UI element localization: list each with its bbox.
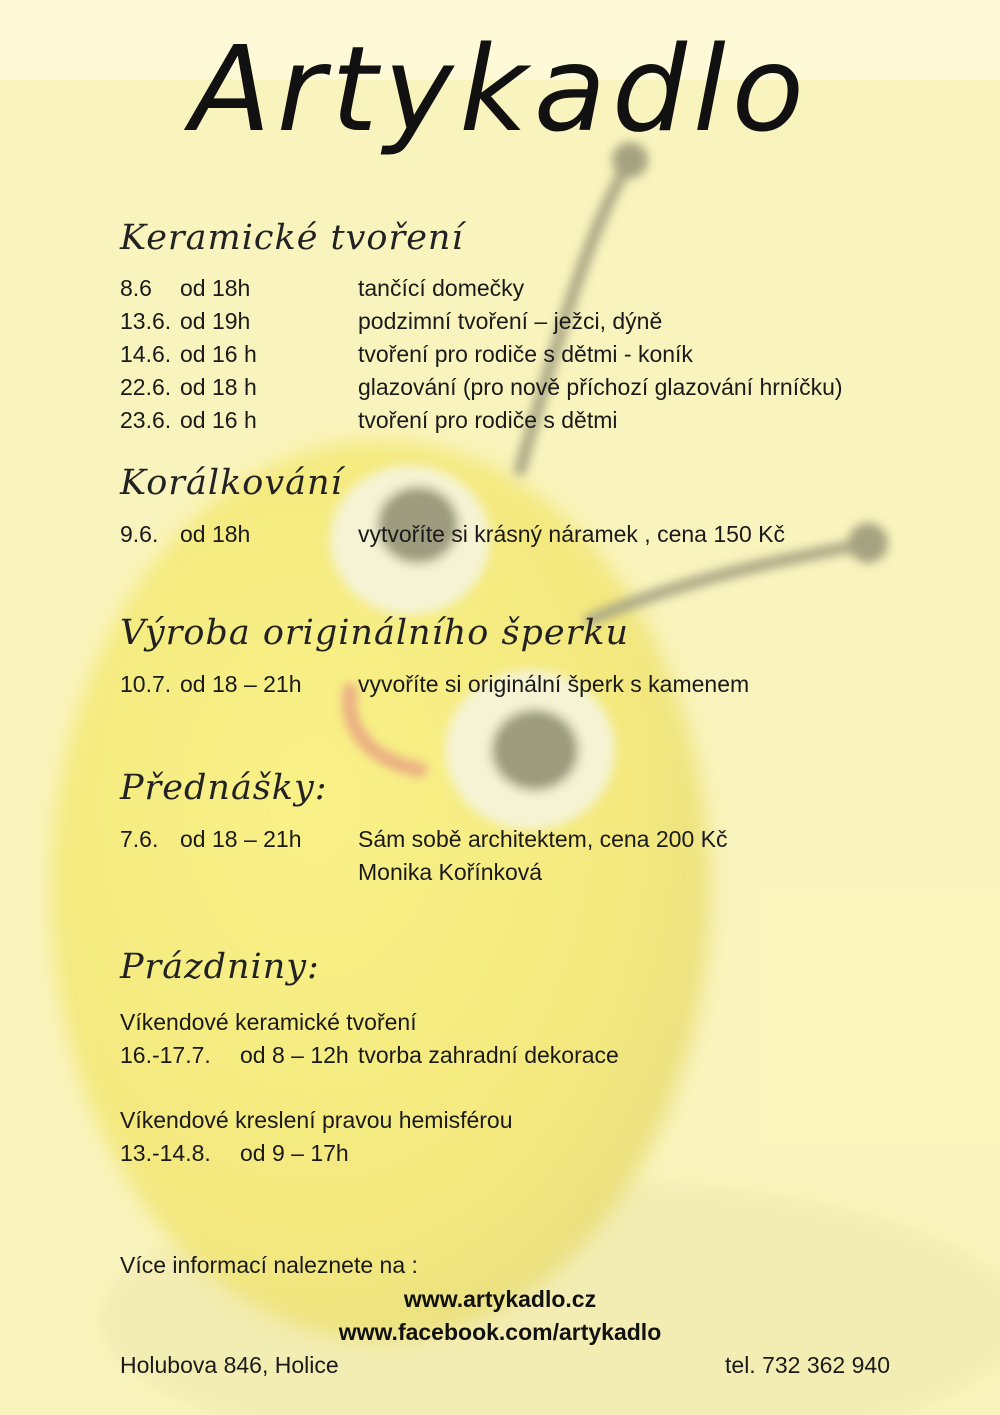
address: Holubova 846, Holice	[120, 1352, 339, 1378]
event-description: tančící domečky	[358, 275, 525, 301]
event-time: od 19h	[180, 308, 251, 334]
website-link[interactable]: www.artykadlo.cz	[403, 1286, 597, 1312]
event-time: od 8 – 12h	[240, 1042, 349, 1068]
footer	[120, 1349, 890, 1382]
facebook-link[interactable]: www.facebook.com/artykadlo	[338, 1319, 662, 1345]
event-date: 10.7.	[120, 671, 172, 697]
event-date: 14.6.	[120, 341, 172, 367]
phone-number: tel. 732 362 940	[725, 1352, 890, 1378]
event-date: 22.6.	[120, 374, 172, 400]
event-description: Sám sobě architektem, cena 200 Kč	[358, 826, 728, 852]
holiday-block-label: Víkendové keramické tvoření	[120, 1009, 417, 1035]
poster-title: Artykadlo	[190, 20, 810, 158]
event-description: glazování (pro nově příchozí glazování hrníčku)	[358, 374, 843, 400]
event-time: od 9 – 17h	[240, 1140, 349, 1166]
event-description: vytvoříte si krásný náramek , cena 150 Kč	[358, 521, 785, 547]
heading-keramicke-tvoreni: Keramické tvoření	[120, 218, 464, 258]
event-time: od 18 – 21h	[180, 671, 302, 697]
heading-prazdniny: Prázdniny:	[120, 947, 320, 987]
event-speaker: Monika Kořínková	[358, 859, 543, 885]
event-description: tvoření pro rodiče s dětmi - koník	[358, 341, 693, 367]
heading-prednasky: Přednášky:	[120, 768, 328, 808]
event-description: vyvoříte si originální šperk s kamenem	[358, 671, 750, 697]
event-time: od 18h	[180, 275, 251, 301]
event-time: od 16 h	[180, 407, 257, 433]
info-intro: Více informací naleznete na :	[120, 1252, 418, 1278]
event-description: tvorba zahradní dekorace	[358, 1042, 619, 1068]
heading-vyroba-sperku: Výroba originálního šperku	[120, 613, 630, 653]
event-time: od 18 h	[180, 374, 257, 400]
heading-koralkovani: Korálkování	[120, 463, 343, 503]
event-time: od 18 – 21h	[180, 826, 302, 852]
event-date: 8.6	[120, 275, 152, 301]
event-date: 9.6.	[120, 521, 159, 547]
event-description: tvoření pro rodiče s dětmi	[358, 407, 618, 433]
event-date: 16.-17.7.	[120, 1042, 211, 1068]
event-date: 7.6.	[120, 826, 159, 852]
event-description: podzimní tvoření – ježci, dýně	[358, 308, 663, 334]
event-time: od 16 h	[180, 341, 257, 367]
holiday-block-label: Víkendové kreslení pravou hemisférou	[120, 1107, 513, 1133]
event-date: 13.6.	[120, 308, 172, 334]
event-time: od 18h	[180, 521, 251, 547]
event-date: 23.6.	[120, 407, 172, 433]
event-date: 13.-14.8.	[120, 1140, 211, 1166]
